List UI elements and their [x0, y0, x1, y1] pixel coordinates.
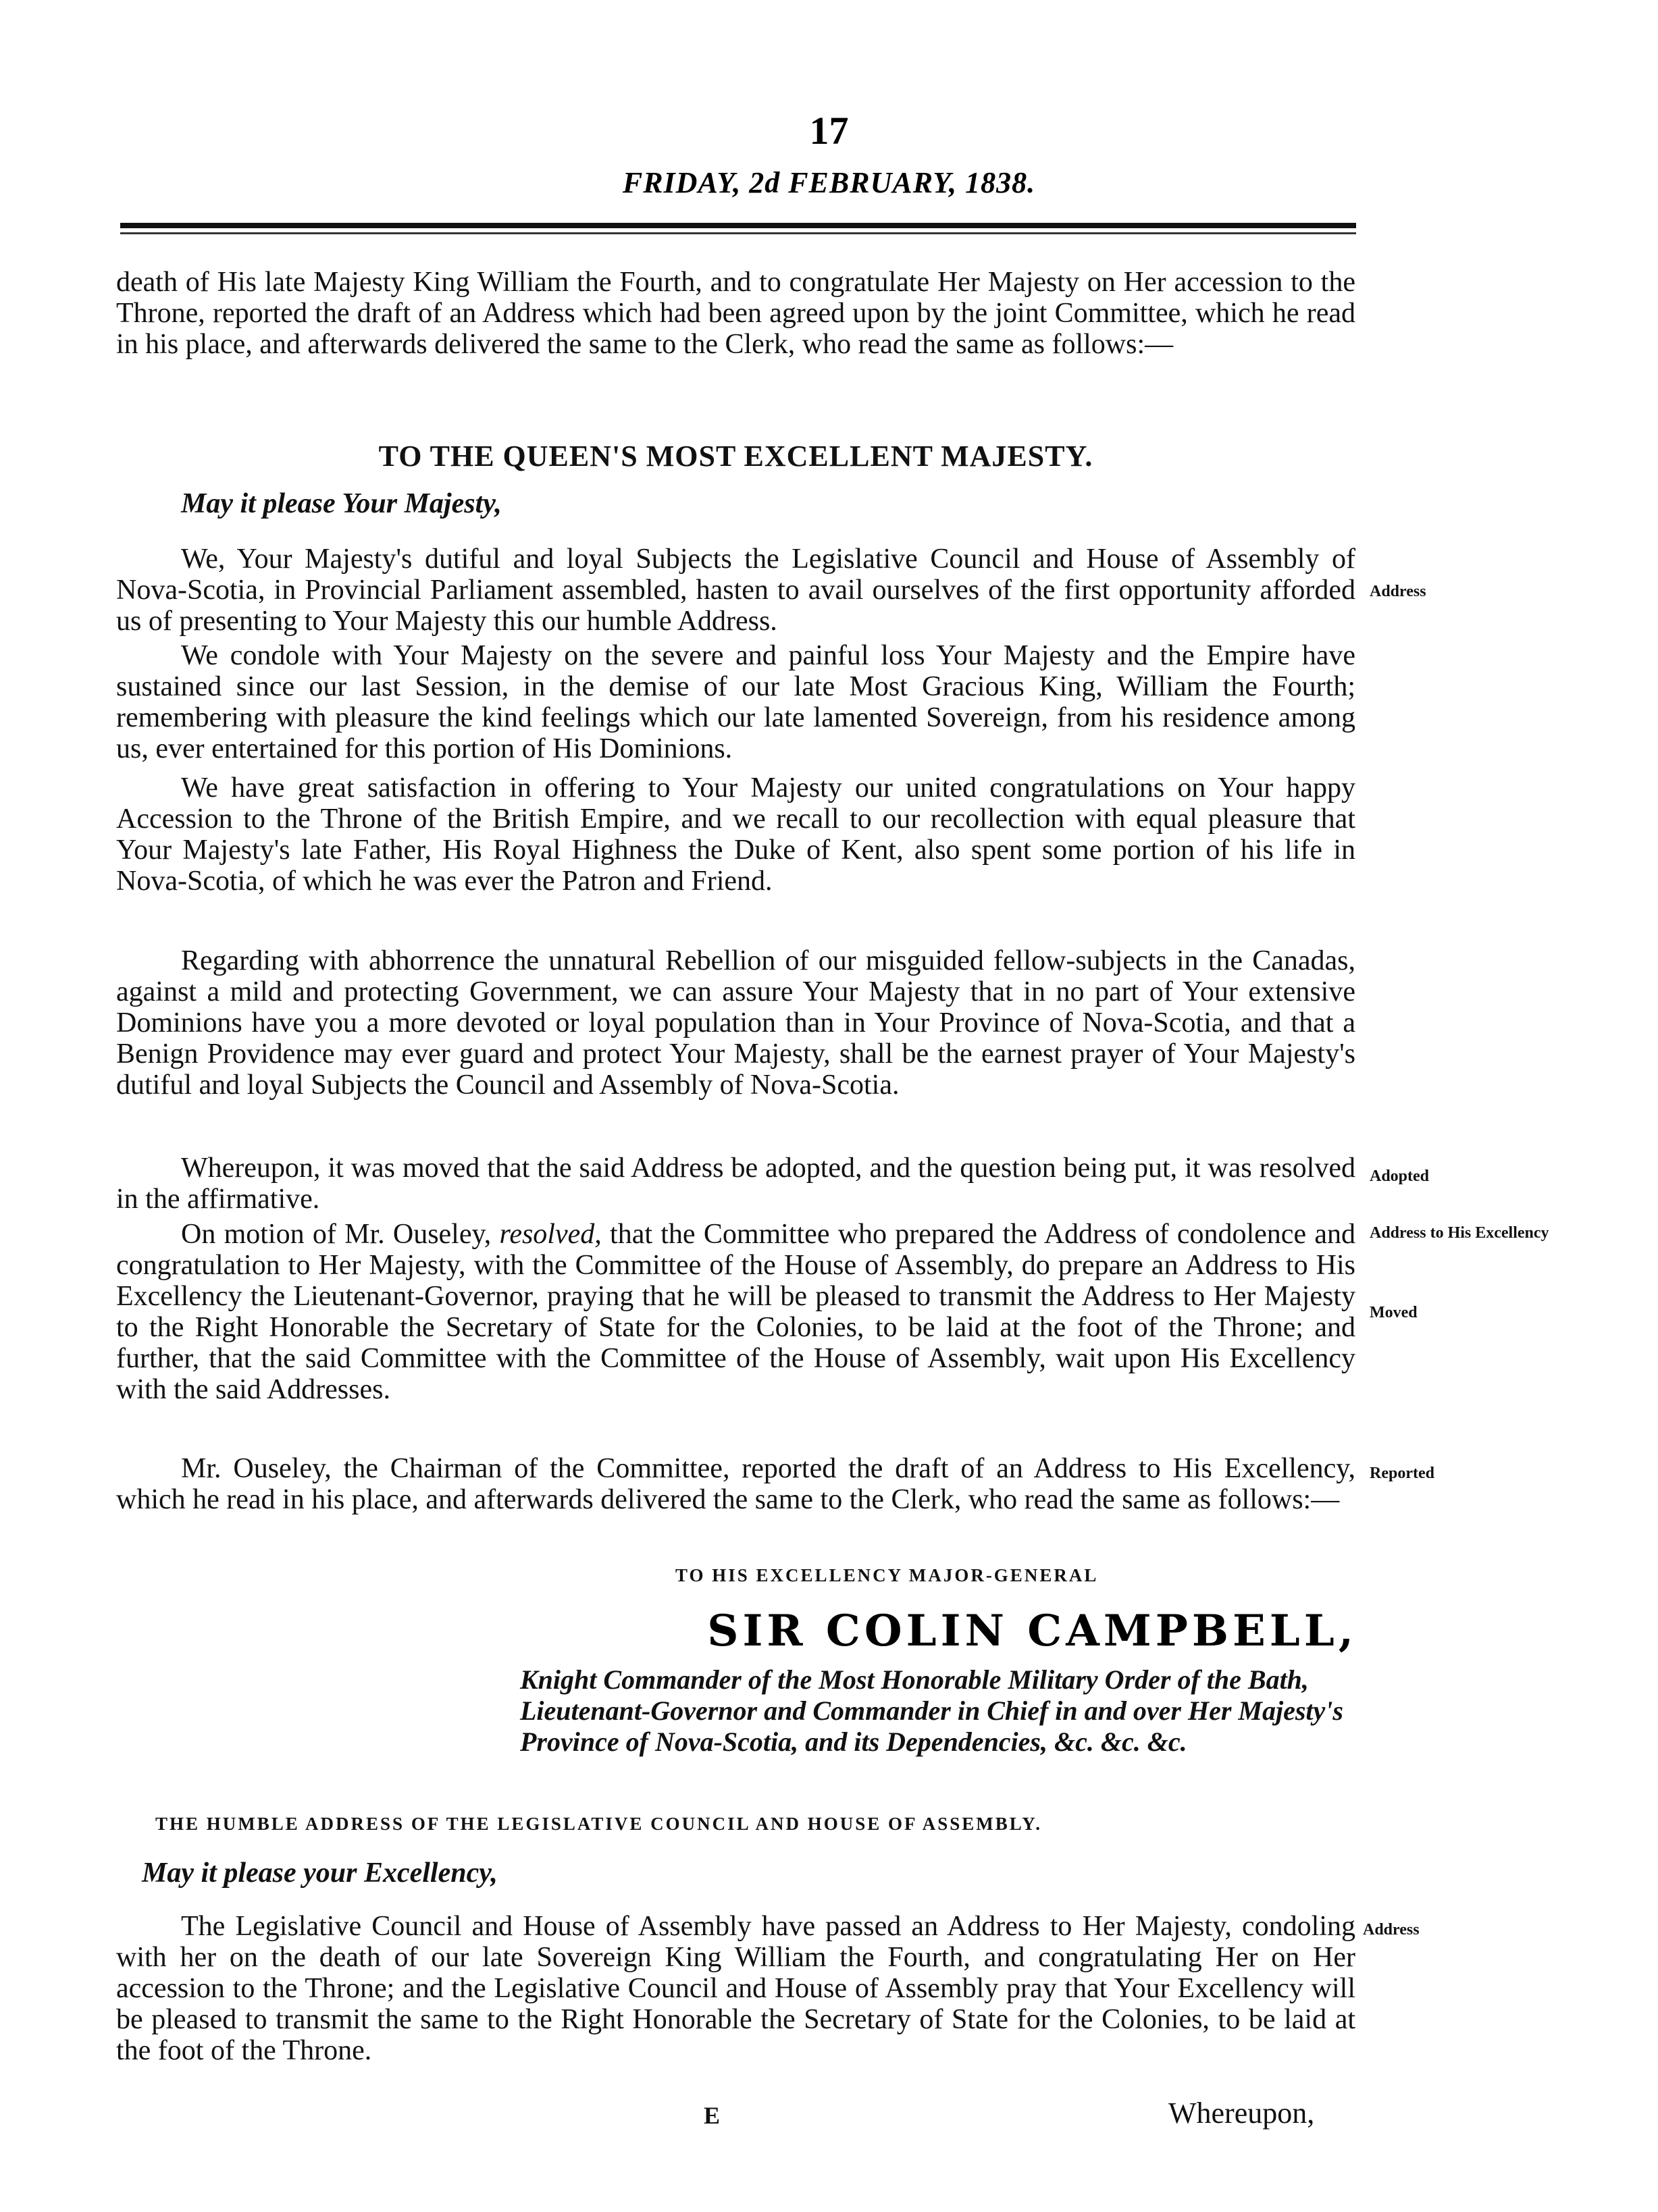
humble-address-heading: THE HUMBLE ADDRESS OF THE LEGISLATIVE COUNCIL AND HOUSE OF ASSEMBLY. — [155, 1814, 1043, 1834]
date-heading: FRIDAY, 2d FEBRUARY, 1838. — [622, 166, 1036, 199]
governor-title: Knight Commander of the Most Honorable Military Order of the Bath, Lieutenant-Governor and Commander in Chief in and over Her Majesty's Province of Nova-Scotia, and its Dependencies, &c. &c. &c. — [520, 1664, 1343, 1757]
salutation-excellency: May it please your Excellency, — [142, 1858, 498, 1889]
report-paragraph: Mr. Ouseley, the Chairman of the Committee, reported the draft of an Address to His Excellency, which he read in his place, and afterwards delivered the same to the Clerk, who read the same as follows:— — [116, 1453, 1355, 1515]
adoption-paragraph: Whereupon, it was moved that the said Address be adopted, and the question being put, it was resolved in the affirmative. — [116, 1153, 1355, 1215]
motion-text-end: that the Committee who prepared the Address of condolence and congratulation to Her Majesty, with the Committee of the House of Assembly, do prepare an Address to His Excellency the Lieutenant-Governor, praying that he will be pleased to transmit the Address to Her Majesty to the Right Honorable the Secretary of State for the Colonies, to be laid at the foot of the Throne; and further, that the said Committee with the Committee of the House of Assembly, wait upon His Excellency with the said Addresses. — [116, 1219, 1355, 1405]
motion-paragraph — [116, 1219, 1355, 1405]
motion-text-start: On motion of Mr. Ouseley, — [181, 1219, 500, 1250]
margin-note-address-2: Address — [1363, 1921, 1420, 1939]
opening-paragraph: death of His late Majesty King William the Fourth, and to congratulate Her Majesty on Her accession to the Throne, reported the draft of an Address which had been agreed upon by the joint Committee, which he read in his place, and afterwards delivered the same to the Clerk, who read the same as follows:— — [116, 267, 1355, 360]
margin-note-moved: Moved — [1370, 1304, 1418, 1321]
header-rule — [120, 223, 1356, 228]
page-number: 17 — [809, 109, 849, 153]
address-paragraph-3: We have great satisfaction in offering to Your Majesty our united congratulations on Your happy Accession to the Throne of the British Empire, and we recall to our recollection with equal pleasure that Your Majesty's late Father, His Royal Highness the Duke of Kent, also spent some portion of his life in Nova-Scotia, of which he was ever the Patron and Friend. — [116, 772, 1355, 897]
excellency-address-paragraph: The Legislative Council and House of Assembly have passed an Address to Her Majesty, condoling with her on the death of our late Sovereign King William the Fourth, and congratulating Her on Her accession to the Throne; and the Legislative Council and House of Assembly pray that Your Excellency will be pleased to transmit the same to the Right Honorable the Secretary of State for the Colonies, to be laid at the foot of the Throne. — [116, 1911, 1355, 2066]
margin-note-address: Address — [1370, 583, 1426, 600]
address-paragraph-1: We, Your Majesty's dutiful and loyal Subjects the Legislative Council and House of Assembly of Nova-Scotia, in Provincial Parliament assembled, hasten to avail ourselves of the first opportunity afforded us of presenting to Your Majesty this our humble Address. — [116, 544, 1355, 637]
address-heading-queen: TO THE QUEEN'S MOST EXCELLENT MAJESTY. — [378, 440, 1093, 473]
address-paragraph-4: Regarding with abhorrence the unnatural Rebellion of our misguided fellow-subjects in the Canadas, against a mild and protecting Government, we can assure Your Majesty that in no part of Your extensive Dominions have you a more devoted or loyal population than in Your Province of Nova-Scotia, and that a Benign Providence may ever guard and protect Your Majesty, shall be the earnest prayer of Your Majesty's dutiful and loyal Subjects the Council and Assembly of Nova-Scotia. — [116, 945, 1355, 1101]
resolved-word: resolved, — [499, 1219, 602, 1250]
signature-mark: E — [704, 2102, 721, 2129]
margin-note-address-excellency: Address to His Excellency — [1370, 1224, 1549, 1242]
margin-note-adopted: Adopted — [1370, 1167, 1430, 1185]
catchword: Whereupon, — [1168, 2097, 1315, 2130]
excellency-heading: TO HIS EXCELLENCY MAJOR-GENERAL — [675, 1565, 1099, 1585]
salutation-majesty: May it please Your Majesty, — [181, 488, 502, 519]
margin-note-reported: Reported — [1370, 1465, 1434, 1482]
governor-name: SIR COLIN CAMPBELL, — [707, 1606, 1357, 1656]
address-paragraph-2: We condole with Your Majesty on the severe and painful loss Your Majesty and the Empire have sustained since our last Session, in the demise of our late Most Gracious King, William the Fourth; remembering with pleasure the kind feelings which our late lamented Sovereign, from his residence among us, ever entertained for this portion of His Dominions. — [116, 640, 1355, 764]
header-rule-thin — [120, 232, 1356, 234]
